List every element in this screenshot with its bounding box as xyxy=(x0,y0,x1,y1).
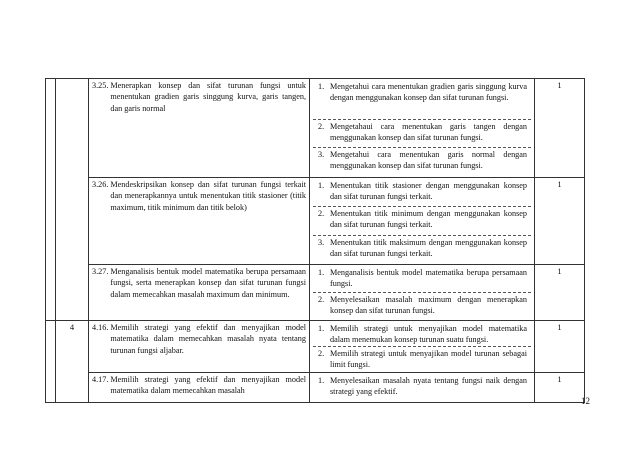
kd-text: Mendeskripsikan konsep dan sifat turunan fungsi terkait dan menerapkannya untuk menentukan titik stasioner (titik maximum, titik minimum dan titik belok) xyxy=(110,180,306,212)
kd-cell xyxy=(89,265,310,321)
indicator-item: 1. Menganalisis bentuk model matematika berupa persamaan fungsi. xyxy=(318,268,527,289)
kd-text: Memilih strategi yang efektif dan menyajikan model matematika dalam memecahkan masalah xyxy=(110,375,306,396)
table-row xyxy=(46,321,585,373)
kd-number: 3.26. xyxy=(92,180,109,189)
table-row xyxy=(46,79,585,178)
indicator-item: 1. Mengetahui cara menentukan gradien garis singgung kurva dengan menggunakan konsep dan sifat turunan fungsi. xyxy=(318,82,527,103)
empty-cell xyxy=(46,321,56,403)
table-row xyxy=(46,373,585,403)
indicator-cell xyxy=(310,178,535,265)
score-cell: 1 xyxy=(535,321,585,373)
kd-cell xyxy=(89,321,310,373)
indicator-item: 1. Menentukan titik stasioner dengan menggunakan konsep dan sifat turunan fungsi terkait. xyxy=(318,181,527,202)
kd-number: 3.27. xyxy=(92,267,109,276)
kd-number: 3.25. xyxy=(92,81,109,90)
indicator-item: 3. Menentukan titik maksimum dengan menggunakan konsep dan sifat turunan fungsi terkait. xyxy=(313,235,531,263)
score-cell: 1 xyxy=(535,373,585,403)
indicator-item: 1. Menyelesaikan masalah nyata tentang fungsi naik dengan strategi yang efektif. xyxy=(318,376,527,397)
indicator-item: 2. Memilih strategi untuk menyajikan model turunan sebagai limit fungsi. xyxy=(313,346,531,371)
indicator-item: 2. Menentukan titik minimum dengan menggunakan konsep dan sifat turunan fungsi terkait. xyxy=(313,206,531,235)
group-number-cell xyxy=(56,79,89,321)
kd-number: 4.16. xyxy=(92,323,109,332)
page-number: 12 xyxy=(581,396,590,406)
score-cell: 1 xyxy=(535,265,585,321)
group-number-cell: 4 xyxy=(56,321,89,403)
kd-text: Memilih strategi yang efektif dan menyajikan model matematika dalam memecahkan masalah nyata tentang turunan fungsi aljabar. xyxy=(110,323,306,355)
kd-cell xyxy=(89,178,310,265)
indicator-item: 2. Menyelesaikan masalah maximum dengan menerapkan konsep dan sifat turunan fungsi. xyxy=(313,292,531,319)
indicator-cell xyxy=(310,265,535,321)
competency-table xyxy=(45,78,585,403)
indicator-item: 1. Memilih strategi untuk menyajikan model matematika dalam menemukan konsep turunan suatu fungsi. xyxy=(318,324,527,345)
empty-cell xyxy=(46,79,56,321)
score-cell: 1 xyxy=(535,79,585,178)
indicator-item: 3. Mengetahui cara menentukan garis normal dengan menggunakan konsep dan sifat turunan fungsi. xyxy=(313,147,531,176)
kd-cell xyxy=(89,79,310,178)
indicator-cell xyxy=(310,79,535,178)
indicator-cell xyxy=(310,321,535,373)
indicator-cell xyxy=(310,373,535,403)
table-row xyxy=(46,178,585,265)
indicator-item: 2. Mengetahaui cara menentukan garis tangen dengan menggunakan konsep dan sifat turunan fungsi. xyxy=(313,119,531,147)
score-cell: 1 xyxy=(535,178,585,265)
table-row xyxy=(46,265,585,321)
kd-text: Menganalisis bentuk model matematika berupa persamaan fungsi, serta menerapkan konsep dan sifat turunan fungsi dalam memecahkan masalah maximum dan minimum. xyxy=(110,267,306,299)
kd-text: Menerapkan konsep dan sifat turunan fungsi untuk menentukan gradien garis singgung kurva, garis tangen, dan garis normal xyxy=(110,81,306,113)
kd-cell xyxy=(89,373,310,403)
kd-number: 4.17. xyxy=(92,375,109,384)
